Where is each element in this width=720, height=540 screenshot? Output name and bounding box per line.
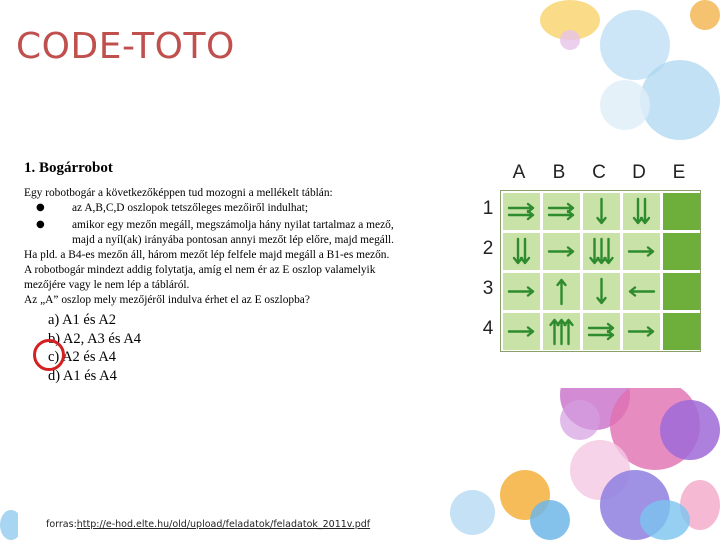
source-citation xyxy=(46,519,370,530)
column-header: D xyxy=(632,162,646,183)
board-cell xyxy=(583,313,620,350)
arrow-down-icon xyxy=(583,233,620,270)
example-line-2: A robotbogár mindezt addig folytatja, amíg el nem ér az E oszlop valamelyik xyxy=(24,264,376,276)
answer-b: b) A2, A3 és A4 xyxy=(48,330,142,347)
arrow-right-icon xyxy=(503,273,540,310)
column-header: B xyxy=(552,162,566,183)
arrow-right-icon xyxy=(503,313,540,350)
slide-title: CODE-TOTO xyxy=(16,26,235,67)
board-cell xyxy=(623,273,660,310)
board-cell xyxy=(583,193,620,230)
arrow-right-icon xyxy=(623,233,660,270)
arrow-right-icon xyxy=(583,313,620,350)
source-label: forras: xyxy=(46,519,77,530)
target-cell xyxy=(663,233,700,270)
arrow-shape xyxy=(604,239,612,263)
answer-d: d) A1 és A4 xyxy=(48,367,117,384)
arrow-shape xyxy=(629,327,653,335)
board-cell xyxy=(623,233,660,270)
intro-text: Egy robotbogár a következőképpen tud mozogni a mellékelt táblán: xyxy=(24,187,333,199)
bullet-2-line-1: amikor egy mezőn megáll, megszámolja hány nyilat tartalmaz a mező, xyxy=(72,219,394,231)
example-line-3: mezőjére vagy le nem lép a tábláról. xyxy=(24,279,190,291)
arrow-right-icon xyxy=(543,193,580,230)
bullet-2-line-2: majd a nyíl(ak) irányába pontosan annyi mezőt lép előre, majd megáll. xyxy=(72,234,394,246)
bullet-1-text: az A,B,C,D oszlopok tetszőleges mezőiről indulhat; xyxy=(72,202,308,214)
arrow-shape xyxy=(589,331,613,339)
bullet-icon: ● xyxy=(36,202,45,213)
arrow-right-icon xyxy=(543,233,580,270)
arrow-down-icon xyxy=(503,233,540,270)
source-link[interactable]: http://e-hod.elte.hu/old/upload/feladatok/feladatok_2011v.pdf xyxy=(76,519,371,530)
arrow-shape xyxy=(549,247,573,255)
board-cell xyxy=(583,273,620,310)
arrow-shape xyxy=(509,327,533,335)
row-header: 2 xyxy=(482,238,494,259)
arrow-shape xyxy=(641,199,649,223)
bullet-icon: ● xyxy=(36,219,45,230)
board-figure xyxy=(474,158,716,388)
arrow-shape xyxy=(549,211,573,219)
arrow-down-icon xyxy=(623,193,660,230)
board-cell xyxy=(503,313,540,350)
selected-answer-circle xyxy=(33,339,65,371)
board-cell xyxy=(503,233,540,270)
board-cell xyxy=(543,193,580,230)
row-header: 1 xyxy=(482,198,494,219)
arrow-shape xyxy=(564,320,572,344)
arrow-down-icon xyxy=(583,193,620,230)
arrow-shape xyxy=(597,199,605,223)
question-text: Az „A” oszlop mely mezőjéről indulva érhet el az E oszlopba? xyxy=(24,294,310,306)
column-header: C xyxy=(592,162,606,183)
arrow-up-icon xyxy=(543,273,580,310)
example-line-1: Ha pld. a B4-es mezőn áll, három mezőt lép felfele majd megáll a B1-es mezőn. xyxy=(24,249,390,261)
column-header: E xyxy=(672,162,686,183)
row-header: 3 xyxy=(482,278,494,299)
board-cell xyxy=(543,233,580,270)
arrow-shape xyxy=(509,287,533,295)
column-header: A xyxy=(512,162,526,183)
board-cell xyxy=(623,313,660,350)
target-cell xyxy=(663,273,700,310)
arrow-shape xyxy=(597,279,605,303)
board-cell xyxy=(623,193,660,230)
arrow-right-icon xyxy=(503,193,540,230)
board-cell xyxy=(583,233,620,270)
target-cell xyxy=(663,313,700,350)
target-cell xyxy=(663,193,700,230)
board-cell xyxy=(503,193,540,230)
task-heading: 1. Bogárrobot xyxy=(24,160,113,176)
arrow-shape xyxy=(629,247,653,255)
board-cell xyxy=(503,273,540,310)
answer-a: a) A1 és A2 xyxy=(48,312,117,328)
task-document xyxy=(14,154,462,394)
board-grid xyxy=(500,190,701,352)
answer-c: c) A2 és A4 xyxy=(48,349,117,365)
arrow-shape xyxy=(557,280,565,304)
board-cell xyxy=(543,273,580,310)
arrow-left-icon xyxy=(623,273,660,310)
row-header: 4 xyxy=(482,318,494,339)
arrow-up-icon xyxy=(543,313,580,350)
arrow-shape xyxy=(509,211,533,219)
arrow-down-icon xyxy=(583,273,620,310)
arrow-right-icon xyxy=(623,313,660,350)
board-cell xyxy=(543,313,580,350)
arrow-shape xyxy=(630,287,654,295)
arrow-shape xyxy=(521,239,529,263)
